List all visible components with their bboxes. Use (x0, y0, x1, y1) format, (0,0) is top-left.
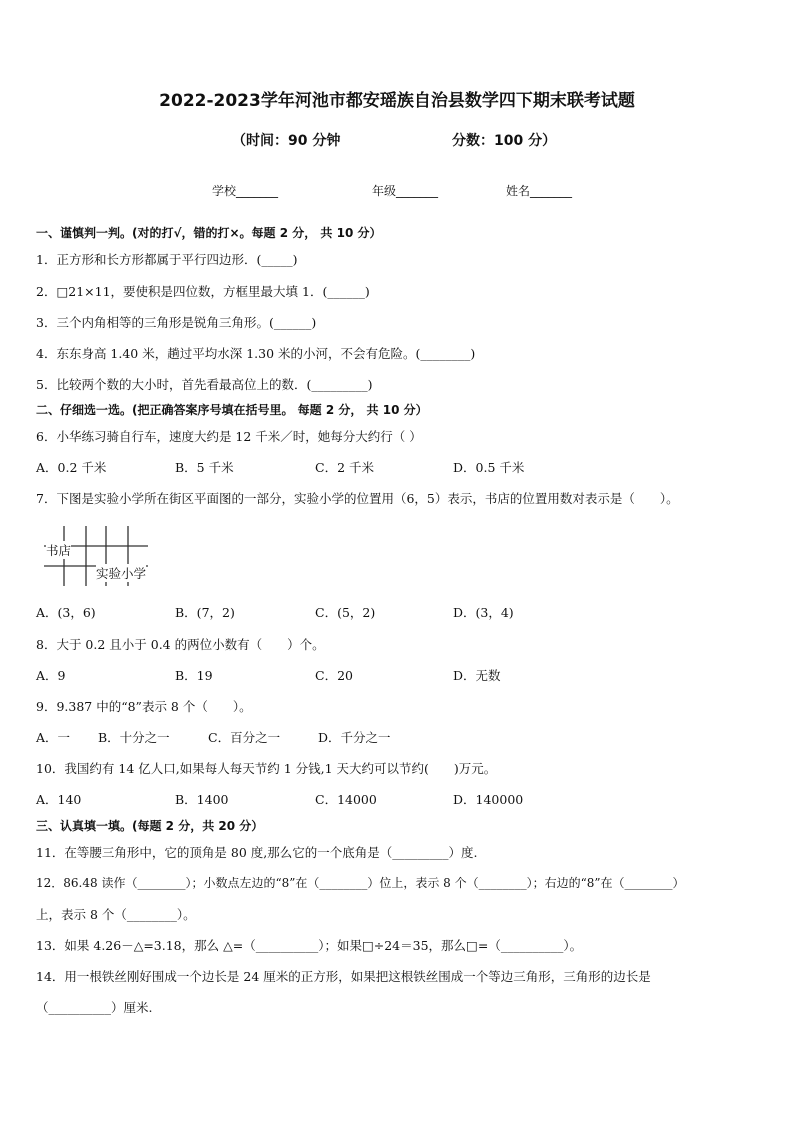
fill-question-12-continued: 上，表示 8 个（________）。 (36, 907, 196, 922)
choice-question-9: 9．9.387 中的“8”表示 8 个（ ）。 (36, 699, 252, 714)
choice-10-option-c: C．14000 (315, 792, 377, 807)
exam-score: 分数：100 分） (452, 133, 557, 149)
judge-question-3: 3．三个内角相等的三角形是锐角三角形。(______) (36, 315, 317, 330)
choice-8-option-a: A．9 (36, 668, 66, 683)
choice-7-option-c: C．(5，2) (315, 605, 376, 620)
section-2-title: 二、仔细选一选。(把正确答案序号填在括号里。 每题 2 分， 共 10 分） (36, 403, 428, 417)
choice-9-option-b: B．十分之一 (98, 730, 170, 745)
choice-9-option-a: A．一 (36, 730, 71, 745)
choice-9-option-c: C．百分之一 (208, 730, 281, 745)
choice-8-option-b: B．19 (175, 668, 213, 683)
name-field: 姓名_______ (506, 184, 573, 198)
school-label: 实验小学 (96, 566, 147, 581)
fill-question-14: 14．用一根铁丝刚好围成一个边长是 24 厘米的正方形，如果把这根铁丝围成一个等边三角形，三角形的边长是 (36, 969, 651, 984)
fill-question-14-continued: （__________）厘米. (36, 1000, 153, 1015)
fill-question-12: 12．86.48 读作（________）；小数点左边的“8”在（________）位上，表示 8 个（________）；右边的“8”在（________） (36, 876, 685, 890)
page-title: 2022-2023学年河池市都安瑶族自治县数学四下期末联考试题 (159, 91, 635, 111)
judge-question-1: 1．正方形和长方形都属于平行四边形．(_____) (36, 252, 298, 267)
choice-8-option-d: D．无数 (453, 668, 501, 683)
choice-question-10: 10．我国约有 14 亿人口,如果每人每天节约 1 分钱,1 天大约可以节约( )万元。 (36, 761, 497, 776)
choice-7-option-d: D．(3，4) (453, 605, 514, 620)
fill-question-11: 11．在等腰三角形中，它的顶角是 80 度,那么它的一个底角是（_________）度. (36, 845, 478, 860)
street-map-figure (44, 524, 164, 588)
section-1-title: 一、谨慎判一判。(对的打√，错的打×。每题 2 分， 共 10 分） (36, 226, 382, 240)
choice-question-6: 6．小华练习骑自行车，速度大约是 12 千米／时，她每分大约行（ ） (36, 429, 422, 444)
school-field: 学校_______ (212, 184, 279, 198)
choice-7-option-a: A．(3，6) (36, 605, 96, 620)
exam-time: （时间：90 分钟 (232, 133, 341, 149)
choice-6-option-c: C．2 千米 (315, 460, 374, 475)
choice-7-option-b: B．(7，2) (175, 605, 235, 620)
grade-field: 年级_______ (372, 184, 439, 198)
fill-question-13: 13．如果 4.26－△=3.18，那么 △=（__________）；如果□÷24＝35，那么□=（__________）。 (36, 938, 583, 953)
judge-question-4: 4．东东身高 1.40 米，趟过平均水深 1.30 米的小河，不会有危险。(________) (36, 346, 476, 361)
choice-10-option-d: D．140000 (453, 792, 524, 807)
judge-question-5: 5．比较两个数的大小时，首先看最高位上的数．(_________) (36, 377, 373, 392)
choice-9-option-d: D．千分之一 (318, 730, 391, 745)
choice-6-option-a: A．0.2 千米 (36, 460, 107, 475)
choice-10-option-a: A．140 (36, 792, 82, 807)
judge-question-2: 2．□21×11，要使积是四位数，方框里最大填 1．(______) (36, 284, 370, 299)
section-3-title: 三、认真填一填。(每题 2 分，共 20 分） (36, 819, 264, 833)
choice-6-option-d: D．0.5 千米 (453, 460, 525, 475)
choice-8-option-c: C．20 (315, 668, 353, 683)
bookstore-label: 书店 (46, 543, 72, 558)
choice-6-option-b: B．5 千米 (175, 460, 234, 475)
choice-question-7: 7．下图是实验小学所在街区平面图的一部分，实验小学的位置用（6，5）表示，书店的位置用数对表示是（ ）。 (36, 491, 679, 506)
choice-question-8: 8．大于 0.2 且小于 0.4 的两位小数有（ ）个。 (36, 637, 325, 652)
choice-10-option-b: B．1400 (175, 792, 229, 807)
